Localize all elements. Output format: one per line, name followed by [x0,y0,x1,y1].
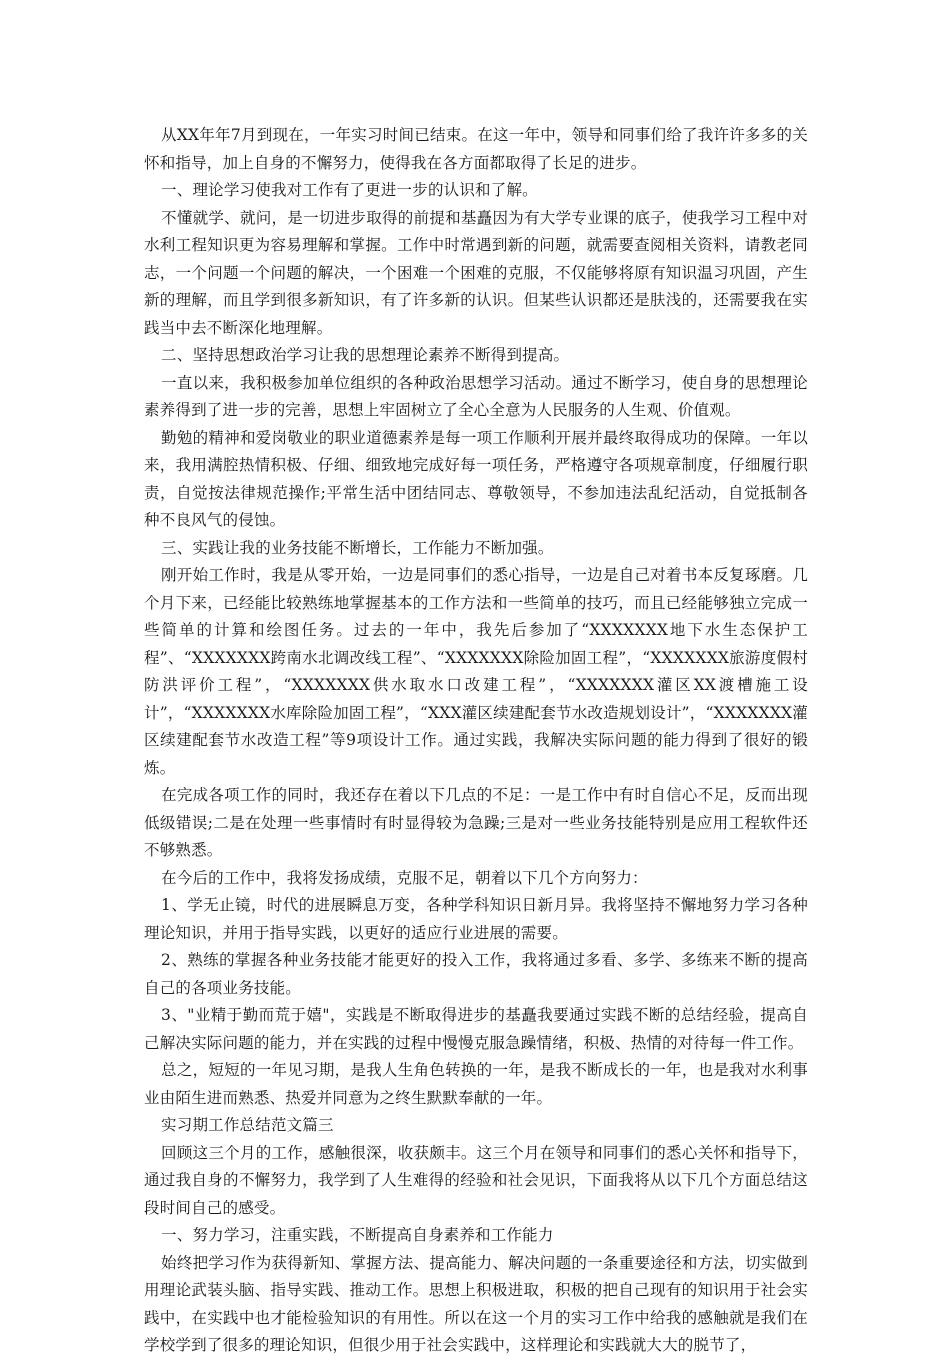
paragraph-projects: 刚开始工作时，我是从零开始，一边是同事们的悉心指导，一边是自己对着书本反复琢磨。几个月下来，已经能比较熟练地掌握基本的工作方法和一些简单的技巧，而且已经能够独立完成一些简单的计算和绘图任务。过去的一年中，我先后参加了“XXXXXXX地下水生态保护工程”、“XXXXXXX跨南水北调改线工程”、“XXXXXXX除险加固工程”，“XXXXXXX旅游度假村防洪评价工程”，“XXXXXXX供水取水口改建工程”，“XXXXXXX灌区XX渡槽施工设计”，“XXXXXXX水库除险加固工程”，“XXX灌区续建配套节水改造规划设计”，“XXXXXXX灌区续建配套节水改造工程”等9项设计工作。通过实践，我解决实际问题的能力得到了很好的锻炼。 [144,566,808,777]
section-heading-political-study: 二、坚持思想政治学习让我的思想理论素养不断得到提高。 [161,346,570,364]
section-heading-practice: 三、实践让我的业务技能不断增长，工作能力不断加强。 [161,538,554,557]
list-item-1: 1、学无止镜，时代的进展瞬息万变，各种学科知识日新月异。我将坚持不懈地努力学习各种理论知识，并用于指导实践，以更好的适应行业进展的需要。 [144,896,808,942]
paragraph-conclusion: 总之，短短的一年见习期，是我人生角色转换的一年，是我不断成长的一年，也是我对水利事业由陌生进而熟悉、热爱并同意为之终生默默奉献的一年。 [144,1061,808,1107]
article-title-part-three: 实习期工作总结范文篇三 [161,1116,334,1134]
document-body [144,122,808,1360]
paragraph-learning: 不懂就学、就问，是一切进步取得的前提和基矗因为有大学专业课的底子，使我学习工程中对水利工程知识更为容易理解和掌握。工作中时常遇到新的问题，就需要查阅相关资料，请教老同志，一个问题一个问题的解决，一个困难一个困难的克服，不仅能够将原有知识温习巩固，产生新的理解，而且学到很多新知识，有了许多新的认识。但某些认识都还是肤浅的，还需要我在实践当中去不断深化地理解。 [144,208,808,337]
paragraph-future-directions: 在今后的工作中，我将发扬成绩，克服不足，朝着以下几个方向努力： [161,868,648,887]
list-item-2: 2、熟练的掌握各种业务技能才能更好的投入工作，我将通过多看、多学、多练来不断的提高自己的各项业务技能。 [144,951,808,997]
section-heading-study-practice: 一、努力学习，注重实践，不断提高自身素养和工作能力 [161,1226,554,1244]
paragraph-political-activities: 一直以来，我积极参加单位组织的各种政治思想学习活动。通过不断学习，使自身的思想理论素养得到了进一步的完善，思想上牢固树立了全心全意为人民服务的人生观、价值观。 [144,373,808,419]
section-heading-theory-study: 一、理论学习使我对工作有了更进一步的认识和了解。 [161,181,538,199]
paragraph-review: 回顾这三个月的工作，感触很深，收获颇丰。这三个月在领导和同事们的悉心关怀和指导下，通过我自身的不懈努力，我学到了人生难得的经验和社会见识，下面我将从以下几个方面总结这段时间自己的感受。 [144,1143,808,1217]
paragraph-study-approach: 始终把学习作为获得新知、掌握方法、提高能力、解决问题的一条重要途径和方法，切实做到用理论武装头脑、指导实践、推动工作。思想上积极进取，积极的把自己现有的知识用于社会实践中，在实践中也才能检验知识的有用性。所以在这一个月的实习工作中给我的感触就是我们在学校学到了很多的理论知识，但很少用于社会实践中，这样理论和实践就大大的脱节了， [144,1253,808,1354]
list-item-3: 3、"业精于勤而荒于嬉"，实践是不断取得进步的基矗我要通过实践不断的总结经验，提高自己解决实际问题的能力，并在实践的过程中慢慢克服急躁情绪，积极、热情的对待每一件工作。 [144,1006,808,1052]
paragraph-work-ethic: 勤勉的精神和爱岗敬业的职业道德素养是每一项工作顺利开展并最终取得成功的保障。一年以来，我用满腔热情积极、仔细、细致地完成好每一项任务，严格遵守各项规章制度，仔细履行职责，自觉按法律规范操作;平常生活中团结同志、尊敬领导，不参加违法乱纪活动，自觉抵制各种不良风气的侵蚀。 [144,428,808,529]
paragraph-shortcomings: 在完成各项工作的同时，我还存在着以下几点的不足：一是工作中有时自信心不足，反而出现低级错误;二是在处理一些事情时有时显得较为急躁;三是对一些业务技能特别是应用工程软件还不够熟悉。 [144,786,808,859]
paragraph-intro: 从XX年年7月到现在，一年实习时间已结束。在这一年中，领导和同事们给了我许许多多的关怀和指导，加上自身的不懈努力，使得我在各方面都取得了长足的进步。 [144,126,808,172]
